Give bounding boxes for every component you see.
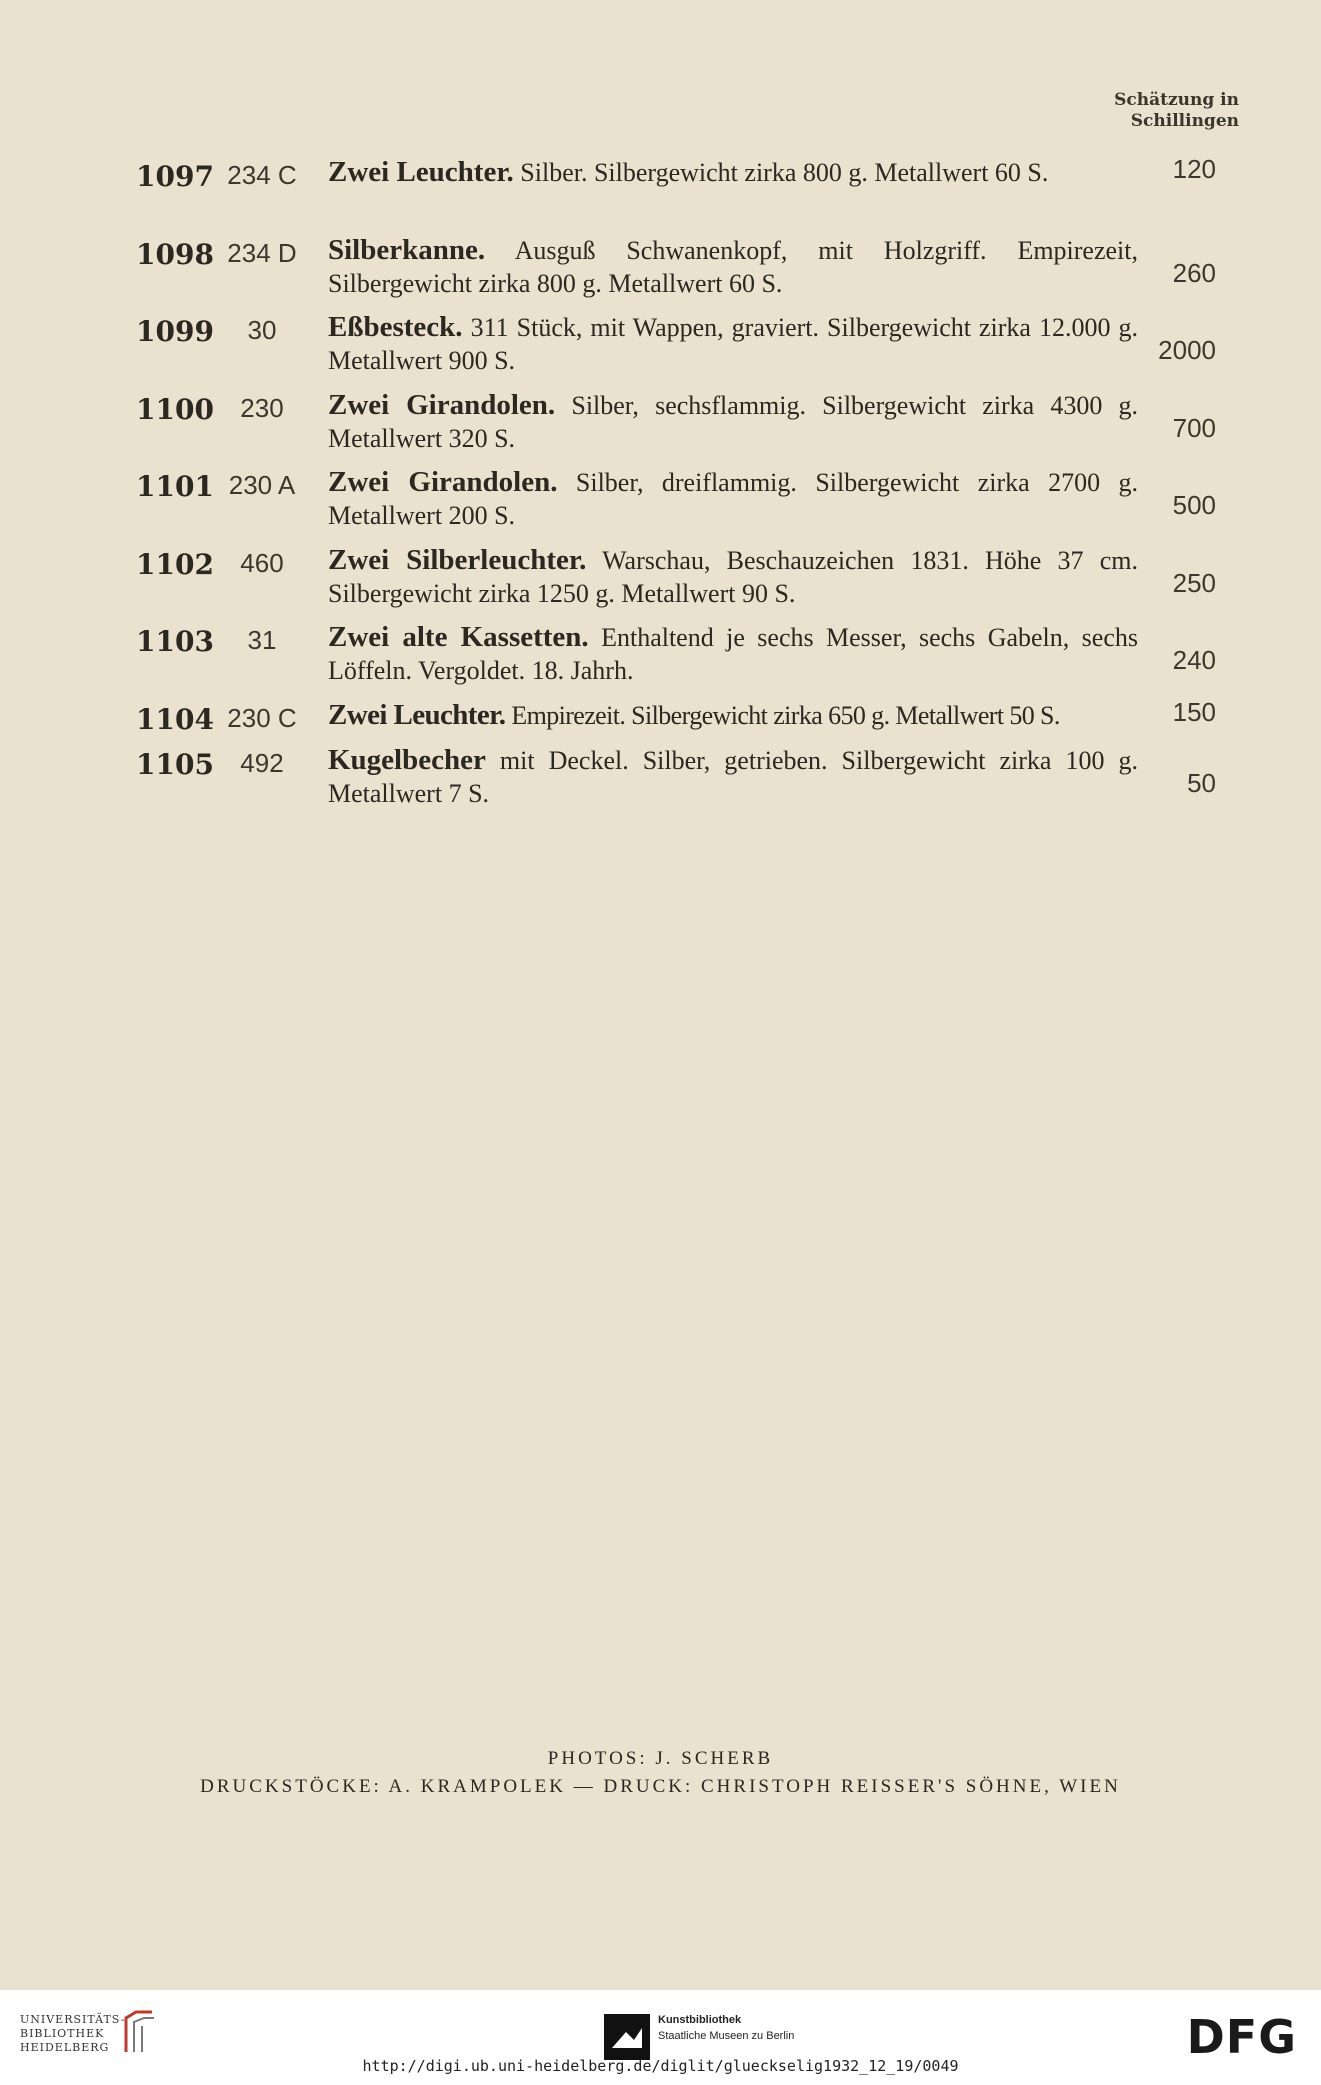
lot-number: 1104 — [136, 702, 214, 736]
estimate-column-header — [1039, 90, 1239, 132]
lot-title: Kugelbecher — [328, 743, 486, 776]
heidelberg-library-logo — [20, 2013, 125, 2055]
lot-description — [328, 389, 1138, 455]
lot-number: 1098 — [136, 237, 214, 271]
lot-entry — [0, 460, 1321, 538]
lot-entry — [0, 228, 1321, 306]
lot-number: 1103 — [136, 625, 214, 658]
lot-text: Silber, sechsflammig. Silbergewicht zirka 4300 g. Metallwert 320 S. — [328, 390, 1139, 453]
reference-number: 460 — [240, 547, 284, 578]
estimate-header-line1: Schätzung in — [1114, 90, 1239, 110]
lot-number: 1101 — [136, 470, 214, 503]
lot-text: Silber, dreiflammig. Silbergewicht zirka 2700 g. Metallwert 200 S. — [328, 468, 1139, 530]
reference-number: 230 — [240, 392, 284, 423]
lot-title: Zwei Girandolen. — [328, 388, 556, 421]
ub-logo-line2: BIBLIOTHEK — [20, 2027, 105, 2040]
dfg-logo: DFG — [1186, 2010, 1297, 2064]
lot-entry — [0, 693, 1321, 738]
lot-description — [328, 156, 1138, 189]
kb-name: Kunstbibliothek — [658, 2014, 742, 2026]
reference-number: 31 — [247, 625, 277, 655]
reference-number: 492 — [240, 747, 284, 778]
lot-entry — [0, 538, 1321, 616]
lot-title: Zwei Girandolen. — [328, 466, 558, 498]
lot-text: mit Deckel. Silber, getrieben. Silbergewicht zirka 100 g. Metallwert 7 S. — [328, 745, 1139, 808]
kunstbibliothek-logo-text — [658, 2012, 794, 2044]
library-emblem-icon — [122, 2008, 158, 2056]
lot-text: 311 Stück, mit Wappen, graviert. Silbergewicht zirka 12.000 g. Metallwert 900 S. — [328, 313, 1139, 375]
lot-estimate: 150 — [1172, 696, 1216, 727]
lot-estimate: 700 — [1172, 412, 1216, 443]
lot-estimate: 500 — [1172, 490, 1216, 520]
lot-entry — [0, 305, 1321, 383]
reference-number: 234 D — [227, 237, 297, 268]
estimate-header-line2: Schillingen — [1130, 111, 1239, 131]
lot-description — [328, 544, 1138, 610]
lot-text: Warschau, Beschauzeichen 1831. Höhe 37 cm. Silbergewicht zirka 1250 g. Metallwert 90 S. — [328, 545, 1139, 608]
reference-number: 230 A — [228, 470, 296, 500]
lot-entry — [0, 615, 1321, 693]
lot-number: 1102 — [136, 547, 214, 581]
lot-description — [328, 744, 1138, 810]
lot-title: Eßbesteck. — [328, 311, 463, 343]
lot-description — [328, 311, 1138, 377]
reference-number: 234 C — [227, 160, 297, 190]
lot-list — [0, 150, 1321, 815]
lot-estimate: 2000 — [1158, 335, 1216, 365]
lot-entry — [0, 150, 1321, 228]
ub-logo-line3: HEIDELBERG — [20, 2041, 110, 2054]
lot-estimate: 50 — [1187, 767, 1216, 798]
lot-estimate: 260 — [1172, 257, 1216, 288]
lot-estimate: 250 — [1172, 567, 1216, 598]
reference-number: 230 C — [227, 702, 297, 733]
lot-entry — [0, 383, 1321, 461]
photo-credit: PHOTOS: J. SCHERB — [547, 1748, 774, 1769]
digitization-footer — [0, 1990, 1321, 2085]
kb-subtitle: Staatliche Museen zu Berlin — [658, 2030, 795, 2042]
lot-number: 1105 — [136, 747, 214, 781]
lot-description — [328, 621, 1138, 687]
lot-estimate: 240 — [1172, 645, 1216, 675]
lot-title: Zwei alte Kassetten. — [328, 621, 589, 653]
lot-title: Zwei Leuchter. — [328, 698, 506, 731]
lot-text: Enthaltend je sechs Messer, sechs Gabeln, sechs Löffeln. Vergoldet. 18. Jahrh. — [328, 623, 1138, 685]
lot-text: Silber. Silbergewicht zirka 800 g. Metallwert 60 S. — [520, 158, 1049, 187]
lot-description — [328, 234, 1138, 300]
kunstbibliothek-emblem-icon — [604, 2014, 650, 2060]
printer-credit: DRUCKSTÖCKE: A. KRAMPOLEK — DRUCK: CHRISTOPH REISSER'S SÖHNE, WIEN — [200, 1776, 1121, 1797]
lot-description — [328, 699, 1138, 732]
lot-title: Zwei Silberleuchter. — [328, 543, 587, 576]
source-url[interactable]: http://digi.ub.uni-heidelberg.de/diglit/glueckselig1932_12_19/0049 — [362, 2057, 959, 2075]
lot-title: Zwei Leuchter. — [328, 156, 514, 188]
lot-text: Ausguß Schwanenkopf, mit Holzgriff. Empirezeit, Silbergewicht zirka 800 g. Metallwert 60 S. — [328, 235, 1138, 298]
lot-estimate: 120 — [1172, 154, 1216, 184]
reference-number: 30 — [247, 315, 277, 345]
lot-entry — [0, 738, 1321, 816]
lot-number: 1097 — [136, 160, 214, 193]
lot-text: Empirezeit. Silbergewicht zirka 650 g. Metallwert 50 S. — [511, 700, 1060, 730]
lot-title: Silberkanne. — [328, 233, 486, 266]
ub-logo-line1: UNIVERSITÄTS- — [20, 2013, 126, 2026]
lot-number: 1099 — [136, 315, 214, 348]
lot-description — [328, 466, 1138, 532]
lot-number: 1100 — [136, 392, 214, 426]
